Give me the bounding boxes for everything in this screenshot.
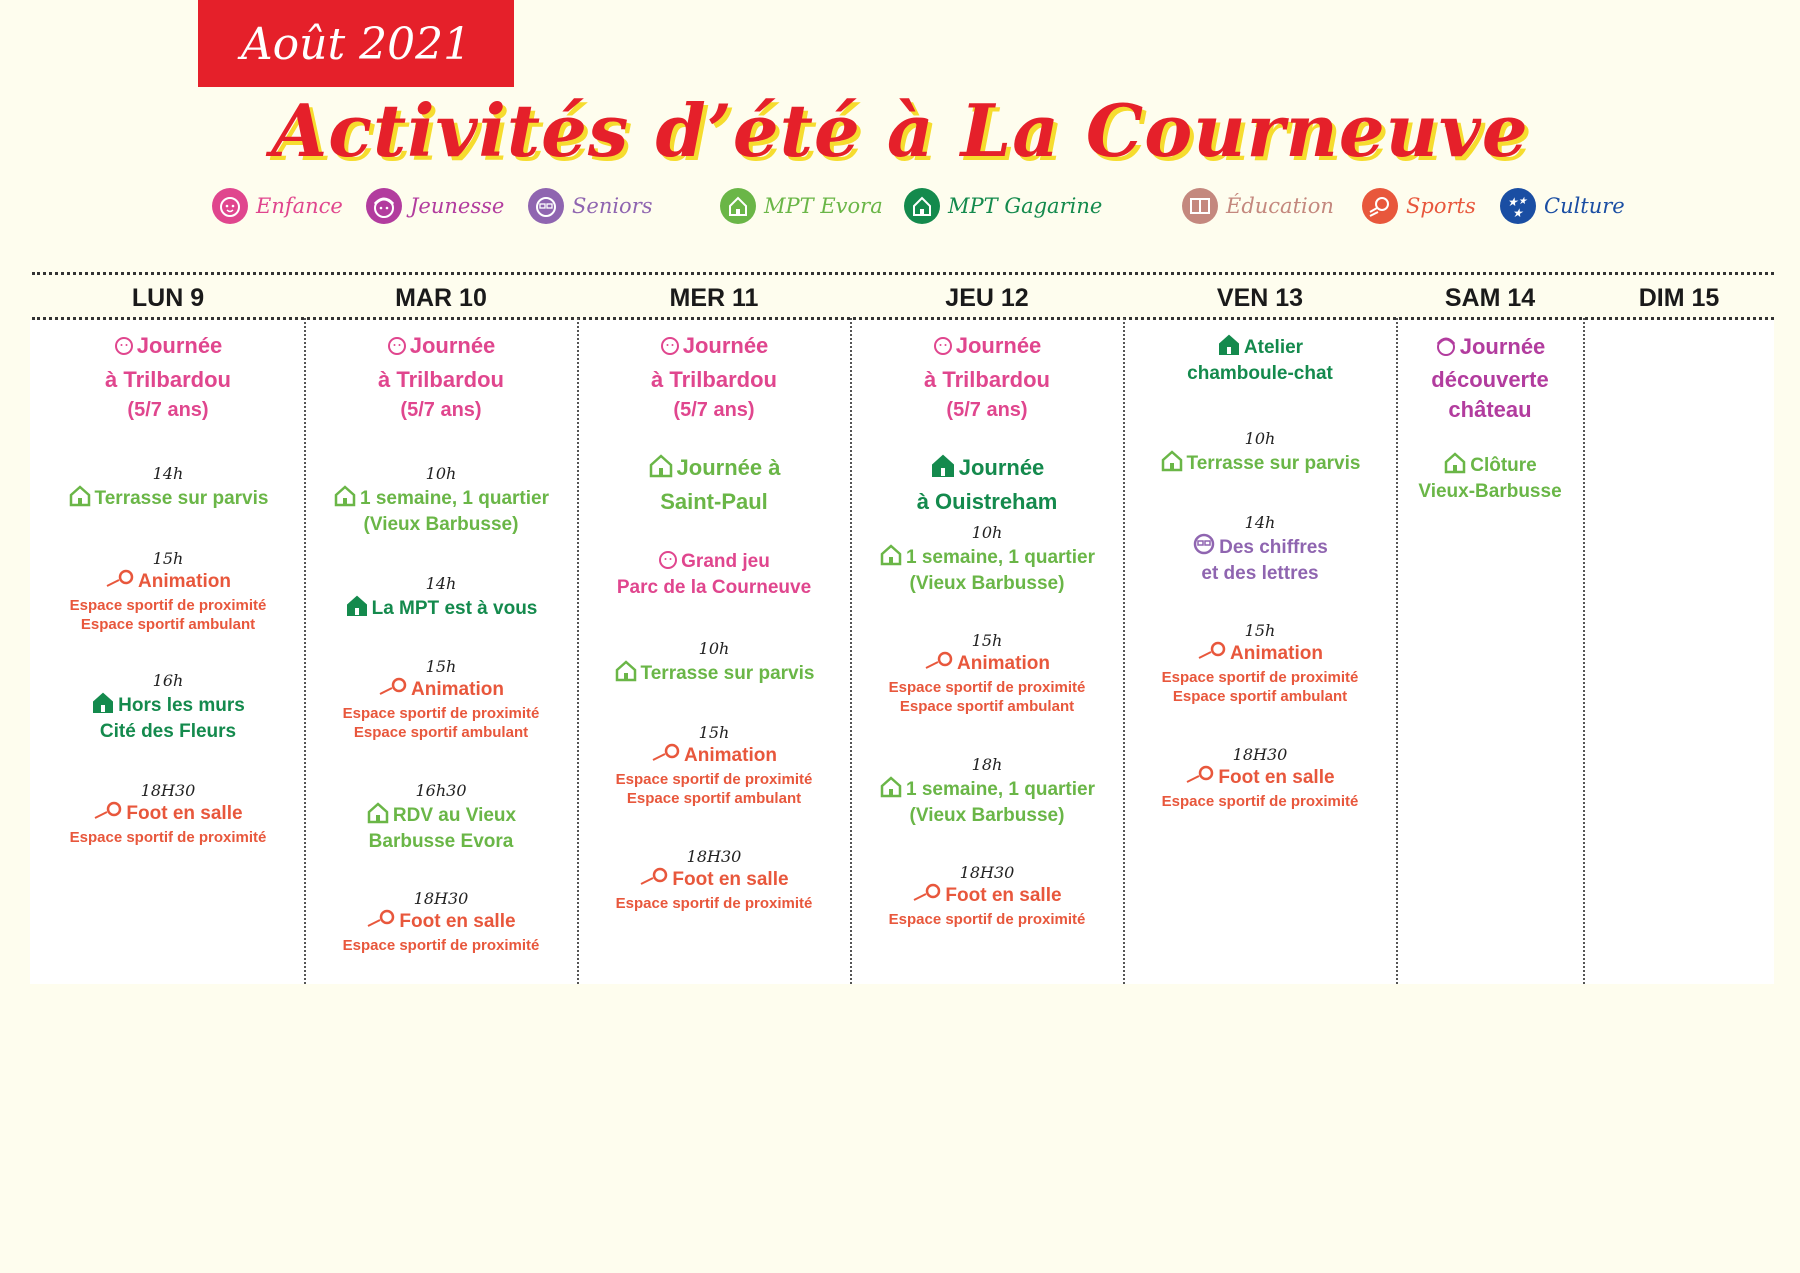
- house-icon: [648, 452, 674, 486]
- event-sub: Espace sportif ambulant: [353, 724, 529, 741]
- event-line: à Trilbardou: [651, 367, 777, 392]
- event-line: Animation: [138, 571, 231, 592]
- day-header: MAR 10: [395, 284, 487, 312]
- event-animation: [578, 724, 850, 808]
- teen-face-icon: [366, 188, 402, 224]
- event-line: Foot en salle: [399, 911, 516, 932]
- event-time: 16h: [152, 671, 184, 690]
- event-sub: Espace sportif ambulant: [80, 616, 256, 633]
- event-line: et des lettres: [1201, 563, 1319, 584]
- event-time: 15h: [152, 549, 184, 568]
- event-animation: [32, 550, 304, 634]
- child-face-icon: [660, 333, 680, 364]
- event-line: à Trilbardou: [924, 367, 1050, 392]
- event-time: 10h: [698, 639, 730, 658]
- event-line: (5/7 ans): [127, 399, 209, 421]
- event-time: 15h: [698, 723, 730, 742]
- event-journee-trilbardou: [32, 330, 304, 426]
- svg-text:★: ★: [1518, 196, 1527, 207]
- event-line: Atelier: [1243, 337, 1304, 358]
- event-sub: Espace sportif de proximité: [888, 679, 1086, 696]
- event-line: (5/7 ans): [400, 399, 482, 421]
- event-line: Terrasse sur parvis: [1186, 453, 1361, 474]
- event-line: Journée: [955, 333, 1042, 358]
- child-face-icon: [387, 333, 407, 364]
- house-icon: [366, 800, 390, 830]
- event-line: Hors les murs: [118, 695, 245, 716]
- legend-jeunesse: [366, 186, 504, 226]
- day-header: DIM 15: [1638, 284, 1720, 312]
- legend-education: [1182, 186, 1334, 226]
- event-sub: Espace sportif de proximité: [615, 895, 813, 912]
- event-sub: Espace sportif de proximité: [69, 597, 267, 614]
- event-chiffres-lettres: [1124, 514, 1396, 585]
- event-line: Foot en salle: [945, 885, 1062, 906]
- legend-label: MPT Gagarine: [948, 194, 1103, 218]
- event-line: château: [1448, 397, 1532, 422]
- column-divider: [1583, 318, 1585, 984]
- senior-face-icon: [528, 188, 564, 224]
- event-journee-saint-paul: [578, 452, 850, 517]
- event-semaine-quartier: [305, 465, 577, 536]
- event-time: 18H30: [686, 847, 742, 866]
- event-line: à Ouistreham: [916, 489, 1058, 514]
- event-animation: [851, 632, 1123, 716]
- child-face-icon: [212, 188, 248, 224]
- event-time: 18H30: [140, 781, 196, 800]
- event-sub: Espace sportif de proximité: [615, 771, 813, 788]
- event-time: 14h: [1244, 513, 1276, 532]
- event-line: Foot en salle: [1218, 767, 1335, 788]
- event-semaine-quartier: [851, 524, 1123, 595]
- event-line: 1 semaine, 1 quartier: [359, 488, 550, 509]
- day-header: LUN 9: [131, 284, 205, 312]
- event-line: (5/7 ans): [946, 399, 1028, 421]
- event-line: Animation: [957, 653, 1050, 674]
- event-sub: Espace sportif ambulant: [1172, 688, 1348, 705]
- event-line: Journée: [409, 333, 496, 358]
- event-line: Vieux-Barbusse: [1418, 481, 1562, 502]
- event-time: 15h: [425, 657, 457, 676]
- event-line: Animation: [411, 679, 504, 700]
- event-sub: Espace sportif de proximité: [888, 911, 1086, 928]
- child-face-icon: [658, 548, 678, 576]
- divider: [32, 272, 1774, 275]
- month-banner: Août 2021: [198, 0, 514, 87]
- event-journee-ouistreham: [851, 452, 1123, 517]
- event-rdv-vieux-barbusse: [305, 782, 577, 853]
- ball-icon: [105, 568, 135, 596]
- house-icon: [614, 658, 638, 688]
- event-time: 15h: [1244, 621, 1276, 640]
- house-icon: [1443, 450, 1467, 480]
- house-icon: [879, 542, 903, 572]
- event-time: 16h30: [415, 781, 467, 800]
- event-foot-en-salle: [32, 782, 304, 847]
- event-line: Journée: [1459, 334, 1546, 359]
- event-cloture: [1397, 450, 1583, 503]
- event-line: Saint-Paul: [660, 489, 768, 514]
- legend-culture: [1500, 186, 1625, 226]
- legend-label: Sports: [1406, 194, 1476, 218]
- child-face-icon: [933, 333, 953, 364]
- divider: [32, 317, 1774, 320]
- page-title: Activités d’été à La Courneuve: [271, 88, 1529, 173]
- event-line: (5/7 ans): [673, 399, 755, 421]
- legend-sports: [1362, 186, 1476, 226]
- event-journee-trilbardou: [578, 330, 850, 426]
- ball-icon: [1185, 764, 1215, 792]
- event-sub: Espace sportif de proximité: [1161, 669, 1359, 686]
- day-header: VEN 13: [1216, 284, 1304, 312]
- event-foot-en-salle: [305, 890, 577, 955]
- event-line: 1 semaine, 1 quartier: [905, 779, 1096, 800]
- house-icon: [904, 188, 940, 224]
- event-line: Terrasse sur parvis: [640, 663, 815, 684]
- house-icon: [345, 593, 369, 623]
- event-journee-trilbardou: [851, 330, 1123, 426]
- legend-label: Jeunesse: [410, 194, 505, 218]
- event-journee-decouverte: [1397, 332, 1583, 425]
- svg-text:★: ★: [1507, 195, 1518, 209]
- house-icon: [720, 188, 756, 224]
- event-line: Clôture: [1470, 455, 1537, 476]
- day-header: SAM 14: [1444, 284, 1536, 312]
- legend-mpt-gagarine: [904, 186, 1102, 226]
- event-line: (Vieux Barbusse): [909, 805, 1065, 826]
- child-face-icon: [114, 333, 134, 364]
- house-icon: [91, 690, 115, 720]
- event-animation: [1124, 622, 1396, 706]
- event-time: 18H30: [413, 889, 469, 908]
- event-line: chamboule-chat: [1187, 363, 1333, 384]
- ball-icon: [1362, 188, 1398, 224]
- book-icon: [1182, 188, 1218, 224]
- legend-label: Culture: [1544, 194, 1625, 218]
- event-line: Journée: [136, 333, 223, 358]
- event-foot-en-salle: [851, 864, 1123, 929]
- event-line: (Vieux Barbusse): [363, 514, 519, 535]
- legend-seniors: [528, 186, 653, 226]
- legend-mpt-evora: [720, 186, 883, 226]
- event-time: 18h: [971, 755, 1003, 774]
- ball-icon: [924, 650, 954, 678]
- event-line: Barbusse Evora: [368, 831, 514, 852]
- day-header: JEU 12: [945, 284, 1029, 312]
- house-icon: [333, 483, 357, 513]
- teen-face-icon: [1435, 333, 1457, 365]
- house-icon: [930, 452, 956, 486]
- event-line: Foot en salle: [672, 869, 789, 890]
- event-line: Journée à: [676, 455, 781, 480]
- event-animation: [305, 658, 577, 742]
- senior-face-icon: [1192, 532, 1216, 562]
- event-mpt-est-a-vous: [305, 575, 577, 623]
- legend-label: Seniors: [572, 194, 653, 218]
- event-line: Animation: [684, 745, 777, 766]
- event-line: à Trilbardou: [105, 367, 231, 392]
- house-icon: [1217, 332, 1241, 362]
- ball-icon: [1197, 640, 1227, 668]
- ball-icon: [639, 866, 669, 894]
- event-foot-en-salle: [578, 848, 850, 913]
- legend-label: Enfance: [256, 194, 343, 218]
- event-line: découverte: [1431, 367, 1549, 392]
- event-time: 18H30: [959, 863, 1015, 882]
- event-journee-trilbardou: [305, 330, 577, 426]
- event-hors-les-murs: [32, 672, 304, 743]
- event-sub: Espace sportif ambulant: [626, 790, 802, 807]
- event-line: Animation: [1230, 643, 1323, 664]
- event-line: Terrasse sur parvis: [94, 488, 269, 509]
- event-line: Des chiffres: [1219, 537, 1328, 558]
- svg-text:★: ★: [1512, 206, 1523, 220]
- event-time: 10h: [425, 464, 457, 483]
- event-line: 1 semaine, 1 quartier: [905, 547, 1096, 568]
- event-terrasse: [1124, 430, 1396, 478]
- ball-icon: [651, 742, 681, 770]
- event-sub: Espace sportif de proximité: [1161, 793, 1359, 810]
- ball-icon: [912, 882, 942, 910]
- event-time: 10h: [971, 523, 1003, 542]
- stars-icon: [1500, 188, 1536, 224]
- legend-label: Éducation: [1226, 194, 1334, 218]
- event-line: Foot en salle: [126, 803, 243, 824]
- event-sub: Espace sportif de proximité: [342, 937, 540, 954]
- event-sub: Espace sportif de proximité: [342, 705, 540, 722]
- event-time: 10h: [1244, 429, 1276, 448]
- event-foot-en-salle: [1124, 746, 1396, 811]
- legend-enfance: [212, 186, 343, 226]
- event-line: Journée: [682, 333, 769, 358]
- legend-label: MPT Evora: [764, 194, 883, 218]
- event-sub: Espace sportif ambulant: [899, 698, 1075, 715]
- event-line: (Vieux Barbusse): [909, 573, 1065, 594]
- event-time: 18H30: [1232, 745, 1288, 764]
- event-line: Journée: [958, 455, 1045, 480]
- event-time: 14h: [425, 574, 457, 593]
- house-icon: [879, 774, 903, 804]
- house-icon: [1160, 448, 1184, 478]
- ball-icon: [93, 800, 123, 828]
- event-line: RDV au Vieux: [392, 805, 517, 826]
- event-line: Grand jeu: [681, 551, 770, 572]
- event-semaine-quartier-2: [851, 756, 1123, 827]
- event-sub: Espace sportif de proximité: [69, 829, 267, 846]
- event-line: Cité des Fleurs: [99, 721, 237, 742]
- event-time: 15h: [971, 631, 1003, 650]
- event-atelier-chamboule-chat: [1124, 332, 1396, 385]
- day-header: MER 11: [669, 284, 759, 312]
- event-line: Parc de la Courneuve: [616, 577, 812, 598]
- event-grand-jeu: [578, 548, 850, 599]
- event-terrasse: [32, 465, 304, 513]
- event-line: à Trilbardou: [378, 367, 504, 392]
- event-terrasse: [578, 640, 850, 688]
- event-line: La MPT est à vous: [371, 598, 538, 619]
- ball-icon: [378, 676, 408, 704]
- event-time: 14h: [152, 464, 184, 483]
- house-icon: [68, 483, 92, 513]
- ball-icon: [366, 908, 396, 936]
